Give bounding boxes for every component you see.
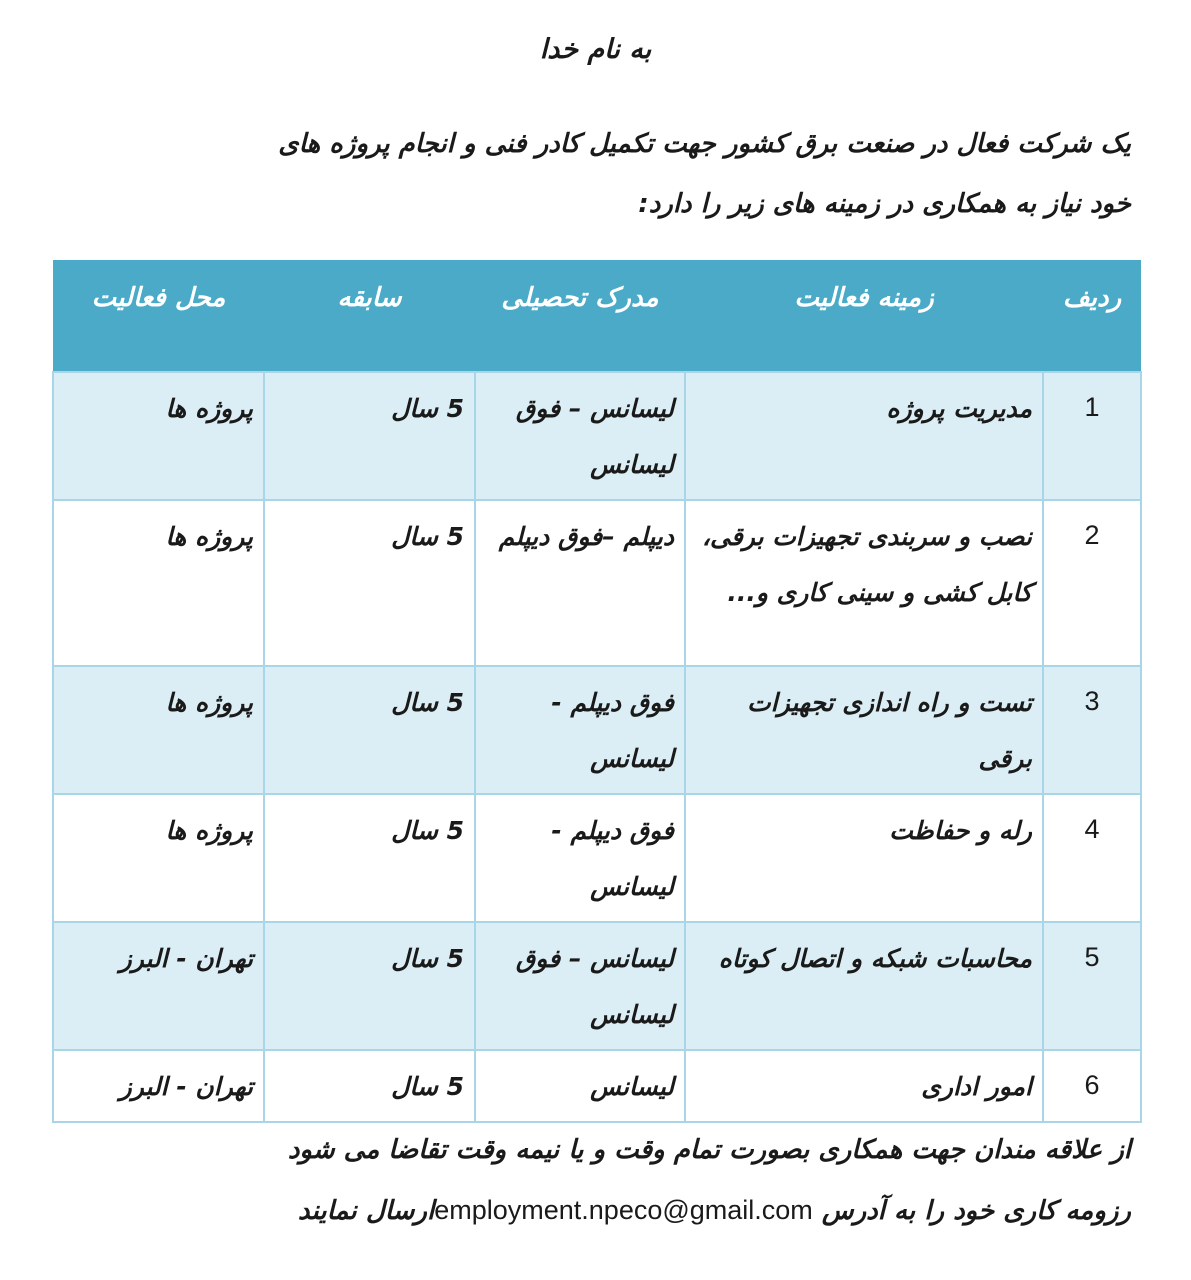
cell-location: پروژه ها	[53, 372, 264, 500]
closing-paragraph	[51, 1120, 1131, 1241]
header-experience: سابقه	[264, 260, 475, 372]
intro-line-2: خود نیاز به همکاری در زمینه های زیر را دارد:	[638, 189, 1131, 219]
page-title: به نام خدا	[539, 34, 652, 65]
cell-row-number: 2	[1043, 500, 1141, 666]
header-location: محل فعالیت	[53, 260, 264, 372]
cell-degree: فوق دیپلم - لیسانس	[475, 794, 685, 922]
cell-location: تهران - البرز	[53, 922, 264, 1050]
cell-experience: 5 سال	[264, 922, 475, 1050]
email-address[interactable]: employment.npeco@gmail.com	[434, 1195, 813, 1225]
cell-experience: 5 سال	[264, 500, 475, 666]
cell-row-number: 3	[1043, 666, 1141, 794]
cell-degree: لیسانس – فوق لیسانس	[475, 922, 685, 1050]
table-row	[53, 922, 1141, 1050]
table-header-row	[53, 260, 1141, 372]
cell-field: نصب و سربندی تجهیزات برقی، کابل کشی و سینی کاری و...	[685, 500, 1043, 666]
cell-location: پروژه ها	[53, 794, 264, 922]
header-degree: مدرک تحصیلی	[475, 260, 685, 372]
cell-row-number: 5	[1043, 922, 1141, 1050]
cell-location: پروژه ها	[53, 500, 264, 666]
cell-field: محاسبات شبکه و اتصال کوتاه	[685, 922, 1043, 1050]
intro-line-1: یک شرکت فعال در صنعت برق کشور جهت تکمیل کادر فنی و انجام پروژه های	[278, 129, 1131, 159]
cell-row-number: 4	[1043, 794, 1141, 922]
closing-line-1: از علاقه مندان جهت همکاری بصورت تمام وقت و یا نیمه وقت تقاضا می شود	[287, 1135, 1131, 1165]
cell-row-number: 1	[1043, 372, 1141, 500]
cell-experience: 5 سال	[264, 666, 475, 794]
cell-experience: 5 سال	[264, 372, 475, 500]
closing-line-2	[51, 1180, 1131, 1241]
table-row	[53, 372, 1141, 500]
cell-field: رله و حفاظت	[685, 794, 1043, 922]
cell-experience: 5 سال	[264, 1050, 475, 1122]
intro-paragraph	[51, 114, 1131, 234]
jobs-table	[52, 260, 1142, 1123]
cell-degree: لیسانس	[475, 1050, 685, 1122]
cell-location: پروژه ها	[53, 666, 264, 794]
closing-text-before-email: رزومه کاری خود را به آدرس	[821, 1196, 1131, 1226]
cell-degree: دیپلم –فوق دیپلم	[475, 500, 685, 666]
cell-field: تست و راه اندازی تجهیزات برقی	[685, 666, 1043, 794]
cell-degree: لیسانس – فوق لیسانس	[475, 372, 685, 500]
cell-field: مدیریت پروژه	[685, 372, 1043, 500]
cell-field: امور اداری	[685, 1050, 1043, 1122]
cell-location: تهران - البرز	[53, 1050, 264, 1122]
table-row	[53, 794, 1141, 922]
cell-degree: فوق دیپلم - لیسانس	[475, 666, 685, 794]
table-row	[53, 500, 1141, 666]
cell-row-number: 6	[1043, 1050, 1141, 1122]
closing-text-after-email: ارسال نمایند	[297, 1196, 435, 1226]
table-row	[53, 1050, 1141, 1122]
cell-experience: 5 سال	[264, 794, 475, 922]
header-row-number: ردیف	[1043, 260, 1141, 372]
table-row	[53, 666, 1141, 794]
header-field: زمینه فعالیت	[685, 260, 1043, 372]
